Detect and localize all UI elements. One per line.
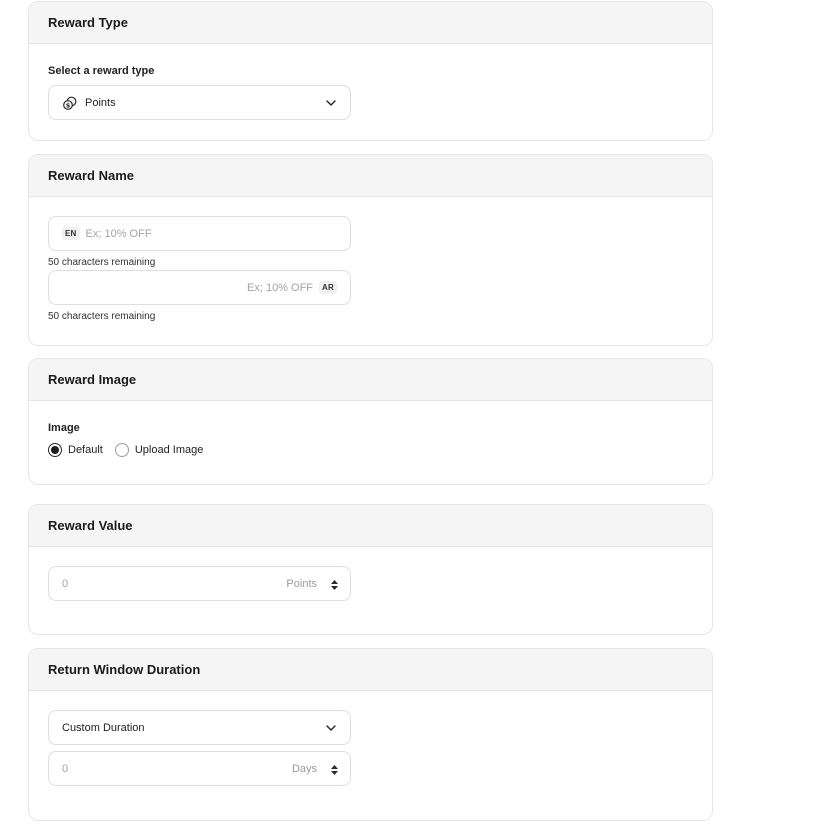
reward-image-header — [29, 359, 712, 401]
chevron-down-icon — [325, 722, 337, 734]
reward-value-header — [29, 505, 712, 547]
reward-name-ar-placeholder: Ex; 10% OFF — [247, 281, 314, 294]
reward-type-header — [29, 2, 712, 44]
reward-value-card — [28, 504, 713, 635]
reward-type-body — [29, 65, 712, 120]
return-window-select[interactable] — [48, 710, 351, 745]
reward-type-title: Reward Type — [48, 15, 128, 30]
return-window-placeholder: 0 — [62, 762, 69, 775]
svg-text:$: $ — [65, 100, 71, 109]
return-window-days-input[interactable] — [48, 751, 351, 786]
chevron-down-icon — [325, 97, 337, 109]
stepper-icon[interactable] — [330, 764, 339, 776]
reward-name-card — [28, 154, 713, 346]
return-window-selected-value: Custom Duration — [62, 721, 145, 734]
image-label: Image — [48, 422, 80, 434]
lang-badge-en: EN — [62, 227, 80, 240]
coins-icon — [62, 95, 78, 111]
radio-upload-image-label: Upload Image — [134, 444, 204, 456]
reward-name-ar-input[interactable] — [48, 270, 351, 305]
reward-image-body — [29, 422, 712, 457]
radio-upload-image[interactable] — [115, 443, 204, 457]
return-window-header — [29, 649, 712, 691]
return-window-body — [29, 710, 712, 786]
reward-name-header — [29, 155, 712, 197]
lang-badge-ar: AR — [319, 281, 337, 294]
reward-type-card — [28, 1, 713, 141]
reward-value-title: Reward Value — [48, 518, 133, 533]
reward-type-select[interactable] — [48, 85, 351, 120]
radio-upload-image-control[interactable] — [115, 443, 129, 457]
reward-type-selected-value: Points — [85, 96, 116, 109]
return-window-title: Return Window Duration — [48, 662, 201, 677]
reward-value-input[interactable] — [48, 566, 351, 601]
reward-name-title: Reward Name — [48, 168, 134, 183]
reward-name-ar-helper: 50 characters remaining — [48, 311, 156, 322]
reward-value-body — [29, 566, 712, 601]
stepper-icon[interactable] — [330, 579, 339, 591]
reward-name-body — [29, 216, 712, 322]
reward-image-card — [28, 358, 713, 485]
radio-default-label: Default — [68, 444, 103, 456]
return-window-unit: Days — [291, 762, 317, 775]
reward-image-title: Reward Image — [48, 372, 137, 387]
radio-default-control[interactable] — [48, 443, 62, 457]
reward-name-en-placeholder: Ex; 10% OFF — [85, 227, 152, 240]
reward-name-en-input[interactable] — [48, 216, 351, 251]
reward-value-unit: Points — [286, 577, 317, 590]
return-window-card — [28, 648, 713, 821]
reward-name-en-helper: 50 characters remaining — [48, 257, 156, 268]
radio-default[interactable] — [48, 443, 103, 457]
reward-type-select-label: Select a reward type — [48, 65, 155, 77]
reward-value-placeholder: 0 — [62, 577, 69, 590]
